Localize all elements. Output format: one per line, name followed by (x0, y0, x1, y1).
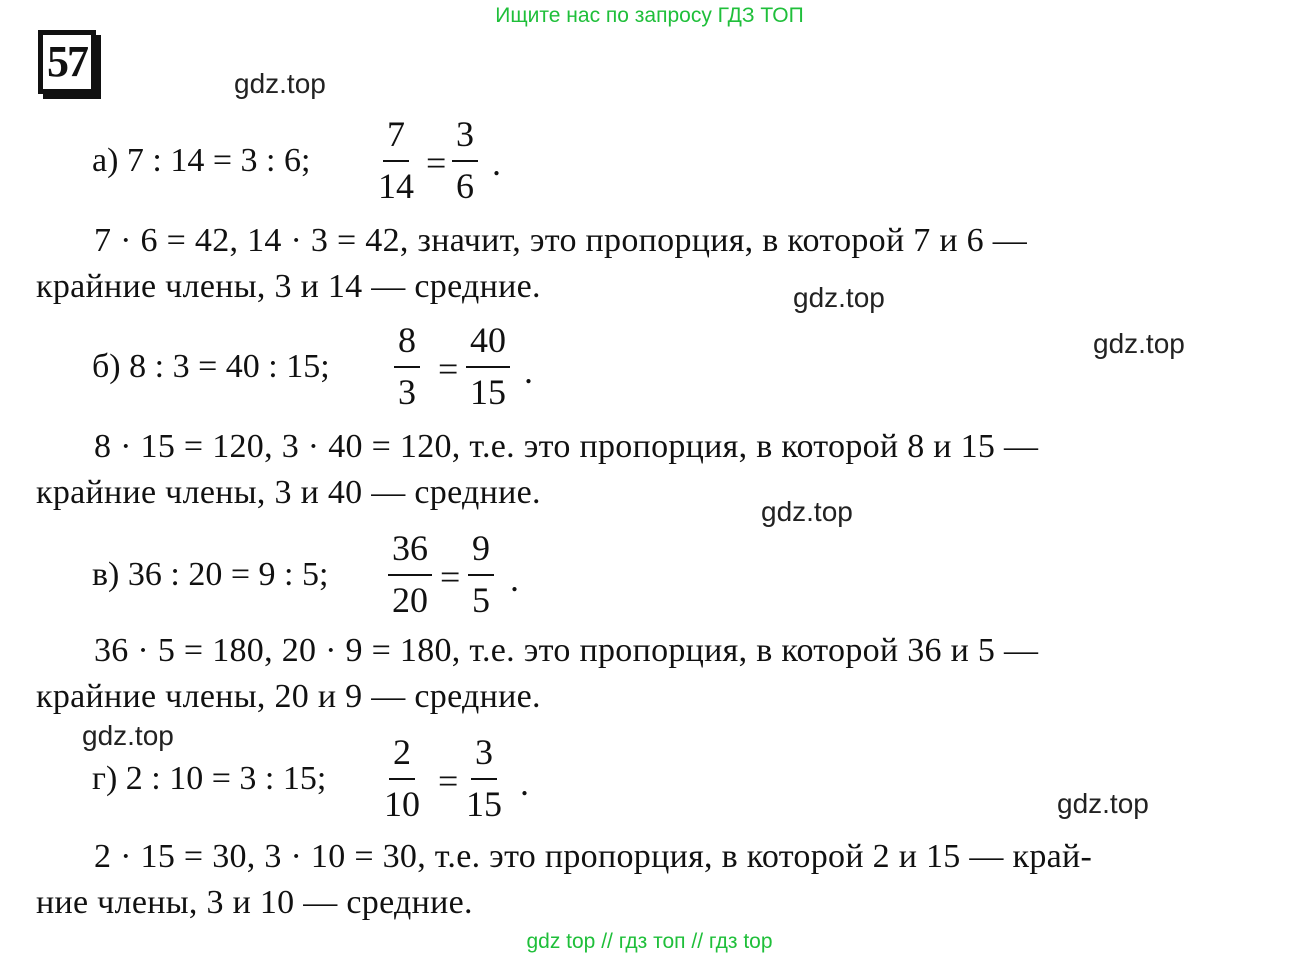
watermark: gdz.top (82, 720, 174, 751)
period: . (492, 143, 501, 183)
watermark: gdz.top (1057, 788, 1149, 819)
equals-sign: = (438, 761, 459, 801)
period: . (524, 351, 533, 391)
part-c-fraction-right (468, 530, 494, 618)
part-a-solution-line2: крайние члены, 3 и 14 — средние. (36, 268, 541, 305)
denominator: 15 (466, 784, 502, 824)
numerator: 3 (452, 116, 478, 162)
part-d-fraction-left (384, 734, 420, 822)
numerator: 8 (394, 322, 420, 368)
denominator: 3 (398, 372, 416, 412)
part-c-fraction-left (388, 530, 432, 618)
watermark: gdz.top (793, 282, 885, 313)
part-a-fraction-right (452, 116, 478, 204)
numerator: 36 (388, 530, 432, 576)
part-b-equation: б) 8 : 3 = 40 : 15; (92, 348, 330, 385)
part-b-fraction-left (394, 322, 420, 410)
search-banner: Ищите нас по запросу ГДЗ ТОП (495, 4, 804, 27)
denominator: 5 (472, 580, 490, 620)
denominator: 20 (392, 580, 428, 620)
task-number-badge: 57 (38, 30, 96, 94)
watermark: gdz.top (1093, 328, 1185, 359)
part-b-solution-line2: крайние члены, 3 и 40 — средние. (36, 474, 541, 511)
numerator: 40 (466, 322, 510, 368)
part-d-fraction-right (466, 734, 502, 822)
period: . (520, 763, 529, 803)
denominator: 15 (470, 372, 506, 412)
part-c-solution-line1: 36 · 5 = 180, 20 · 9 = 180, т.е. это пропорция, в которой 36 и 5 — (94, 632, 1039, 669)
period: . (510, 559, 519, 599)
equals-sign: = (438, 349, 459, 389)
part-b-fraction-right (466, 322, 510, 410)
equals-sign: = (440, 557, 461, 597)
part-a-equation: а) 7 : 14 = 3 : 6; (92, 142, 311, 179)
part-d-solution-line2: ние члены, 3 и 10 — средние. (36, 884, 473, 921)
equals-sign: = (426, 143, 447, 183)
part-c-equation: в) 36 : 20 = 9 : 5; (92, 556, 329, 593)
part-a-solution-line1: 7 · 6 = 42, 14 · 3 = 42, значит, это пропорция, в которой 7 и 6 — (94, 222, 1028, 259)
numerator: 2 (389, 734, 415, 780)
numerator: 7 (383, 116, 409, 162)
numerator: 9 (468, 530, 494, 576)
denominator: 14 (378, 166, 414, 206)
part-c-solution-line2: крайние члены, 20 и 9 — средние. (36, 678, 541, 715)
denominator: 6 (456, 166, 474, 206)
denominator: 10 (384, 784, 420, 824)
numerator: 3 (471, 734, 497, 780)
part-d-solution-line1: 2 · 15 = 30, 3 · 10 = 30, т.е. это пропорция, в которой 2 и 15 — край- (94, 838, 1093, 875)
footer-links: gdz top // гдз топ // гдз top (526, 930, 773, 953)
watermark: gdz.top (234, 68, 326, 99)
part-a-fraction-left (378, 116, 414, 204)
part-d-equation: г) 2 : 10 = 3 : 15; (92, 760, 327, 797)
part-b-solution-line1: 8 · 15 = 120, 3 · 40 = 120, т.е. это пропорция, в которой 8 и 15 — (94, 428, 1039, 465)
watermark: gdz.top (761, 496, 853, 527)
